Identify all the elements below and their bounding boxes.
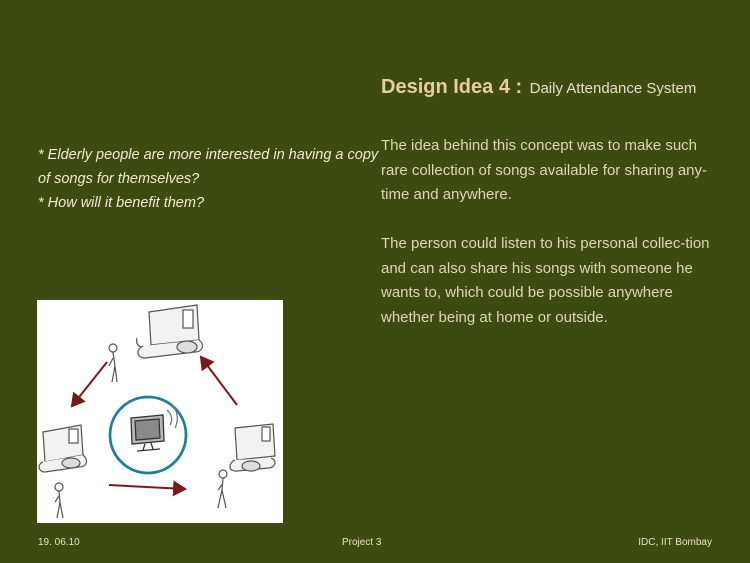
footer-date: 19. 06.10: [38, 537, 80, 548]
person-icon: [218, 470, 227, 508]
paragraph-2: The person could listen to his personal collec-tion and can also share his songs with someone he wants to, which could be possible anywhere whether being at home or outside.: [381, 235, 710, 326]
question-line-2: of songs for themselves?: [38, 171, 200, 187]
person-icon: [109, 344, 117, 382]
concept-sketch: [37, 300, 283, 523]
scroll-device-icon: [230, 424, 275, 471]
paragraph-1: The idea behind this concept was to make such rare collection of songs available for sharing any-time and anywhere.: [381, 137, 708, 203]
scroll-device-icon: [137, 305, 203, 358]
title-subtitle: Daily Attendance System: [529, 80, 697, 97]
footer-institution: IDC, IIT Bombay: [638, 537, 712, 548]
title-main: Design Idea 4 :: [381, 76, 523, 98]
scroll-device-icon: [39, 425, 86, 472]
question-line-1: * Elderly people are more interested in having a copy: [38, 147, 379, 163]
questions-block: [38, 143, 378, 215]
footer-project: Project 3: [342, 537, 382, 548]
slide-title: [381, 76, 696, 99]
person-icon: [55, 483, 63, 518]
question-line-3: * How will it benefit them?: [38, 195, 205, 211]
